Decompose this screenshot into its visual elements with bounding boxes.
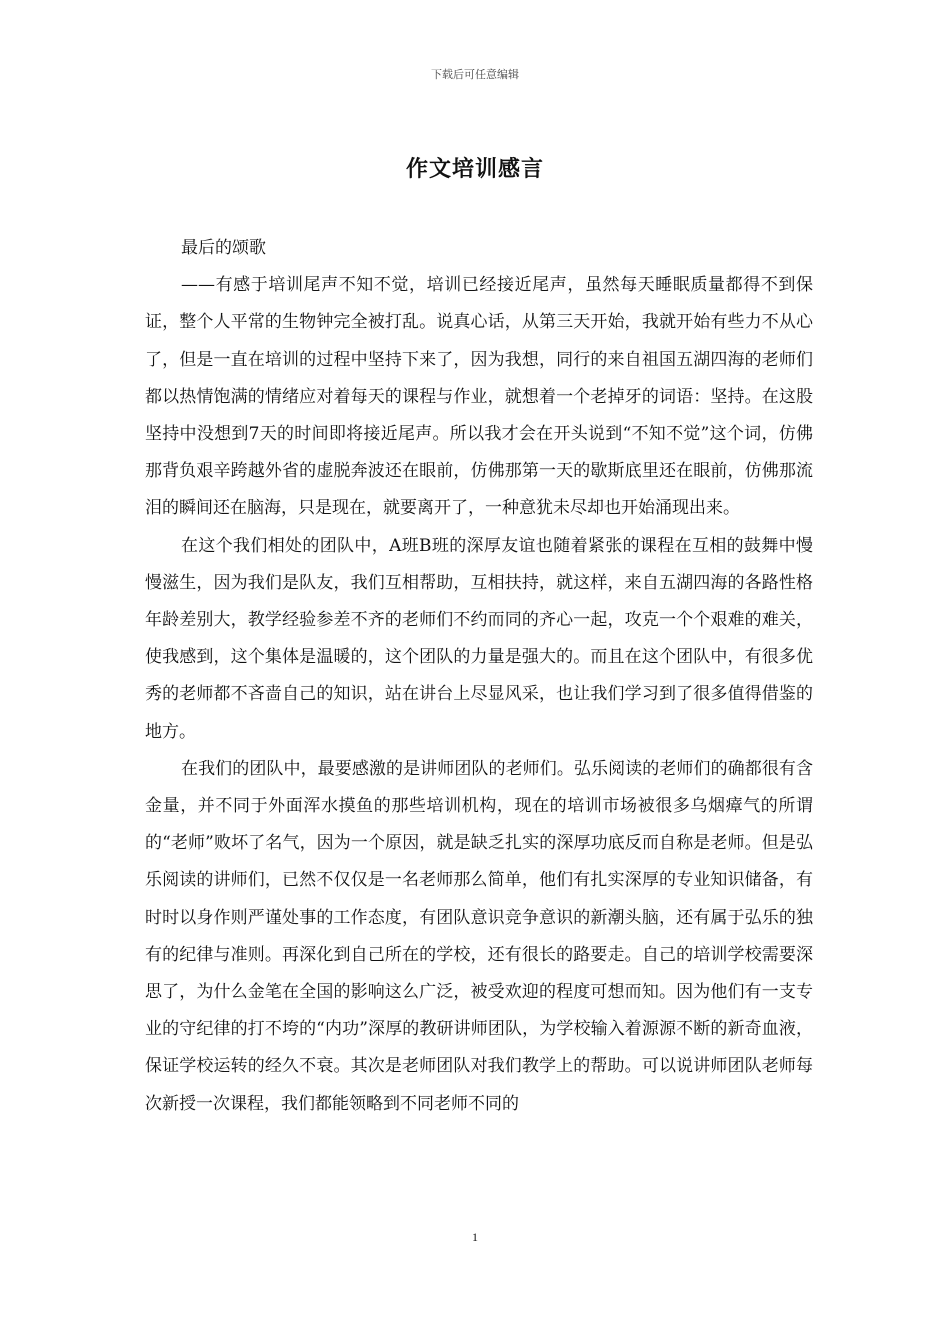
paragraph-1: ——有感于培训尾声不知不觉，培训已经接近尾声，虽然每天睡眠质量都得不到保证，整个人平常的生物钟完全被打乱。说真心话，从第三天开始，我就开始有些力不从心了，但是一直在培训的过程中坚持下来了，因为我想，同行的来自祖国五湖四海的老师们都以热情饱满的情绪应对着每天的课程与作业，就想着一个老掉牙的词语：坚持。在这股坚持中没想到7天的时间即将接近尾声。所以我才会在开头说到“不知不觉”这个词，仿佛那背负艰辛跨越外省的虚脱奔波还在眼前，仿佛那第一天的歇斯底里还在眼前，仿佛那流泪的瞬间还在脑海，只是现在，就要离开了，一种意犹未尽却也开始涌现出来。 xyxy=(145,275,813,519)
document-body xyxy=(145,230,813,1123)
document-title: 作文培训感言 xyxy=(405,157,544,182)
paragraph-3: 在我们的团队中，最要感激的是讲师团队的老师们。弘乐阅读的老师们的确都很有含金量，并不同于外面浑水摸鱼的那些培训机构，现在的培训市场被很多乌烟瘴气的所谓的“老师”败坏了名气，因为一个原因，就是缺乏扎实的深厚功底反而自称是老师。但是弘乐阅读的讲师们，已然不仅仅是一名老师那么简单，他们有扎实深厚的专业知识储备，有时时以身作则严谨处事的工作态度，有团队意识竞争意识的新潮头脑，还有属于弘乐的独有的纪律与准则。再深化到自己所在的学校，还有很长的路要走。自己的培训学校需要深思了，为什么金笔在全国的影响这么广泛，被受欢迎的程度可想而知。因为他们有一支专业的守纪律的打不垮的“内功”深厚的教研讲师团队，为学校输入着源源不断的新奇血液，保证学校运转的经久不衰。其次是老师团队对我们教学上的帮助。可以说讲师团队老师每次新授一次课程，我们都能领略到不同老师不同的 xyxy=(145,758,813,1114)
paragraph-2: 在这个我们相处的团队中，A班B班的深厚友谊也随着紧张的课程在互相的鼓舞中慢慢滋生，因为我们是队友，我们互相帮助，互相扶持，就这样，来自五湖四海的各路性格年龄差别大，教学经验参差不齐的老师们不约而同的齐心一起，攻克一个个艰难的难关，使我感到，这个集体是温暖的，这个团队的力量是强大的。而且在这个团队中，有很多优秀的老师都不吝啬自己的知识，站在讲台上尽显风采，也让我们学习到了很多值得借鉴的地方。 xyxy=(145,535,813,742)
page-number: 1 xyxy=(472,1230,478,1244)
page-header: 下载后可任意编辑 xyxy=(431,68,519,81)
paragraph-subtitle: 最后的颂歌 xyxy=(181,238,266,258)
